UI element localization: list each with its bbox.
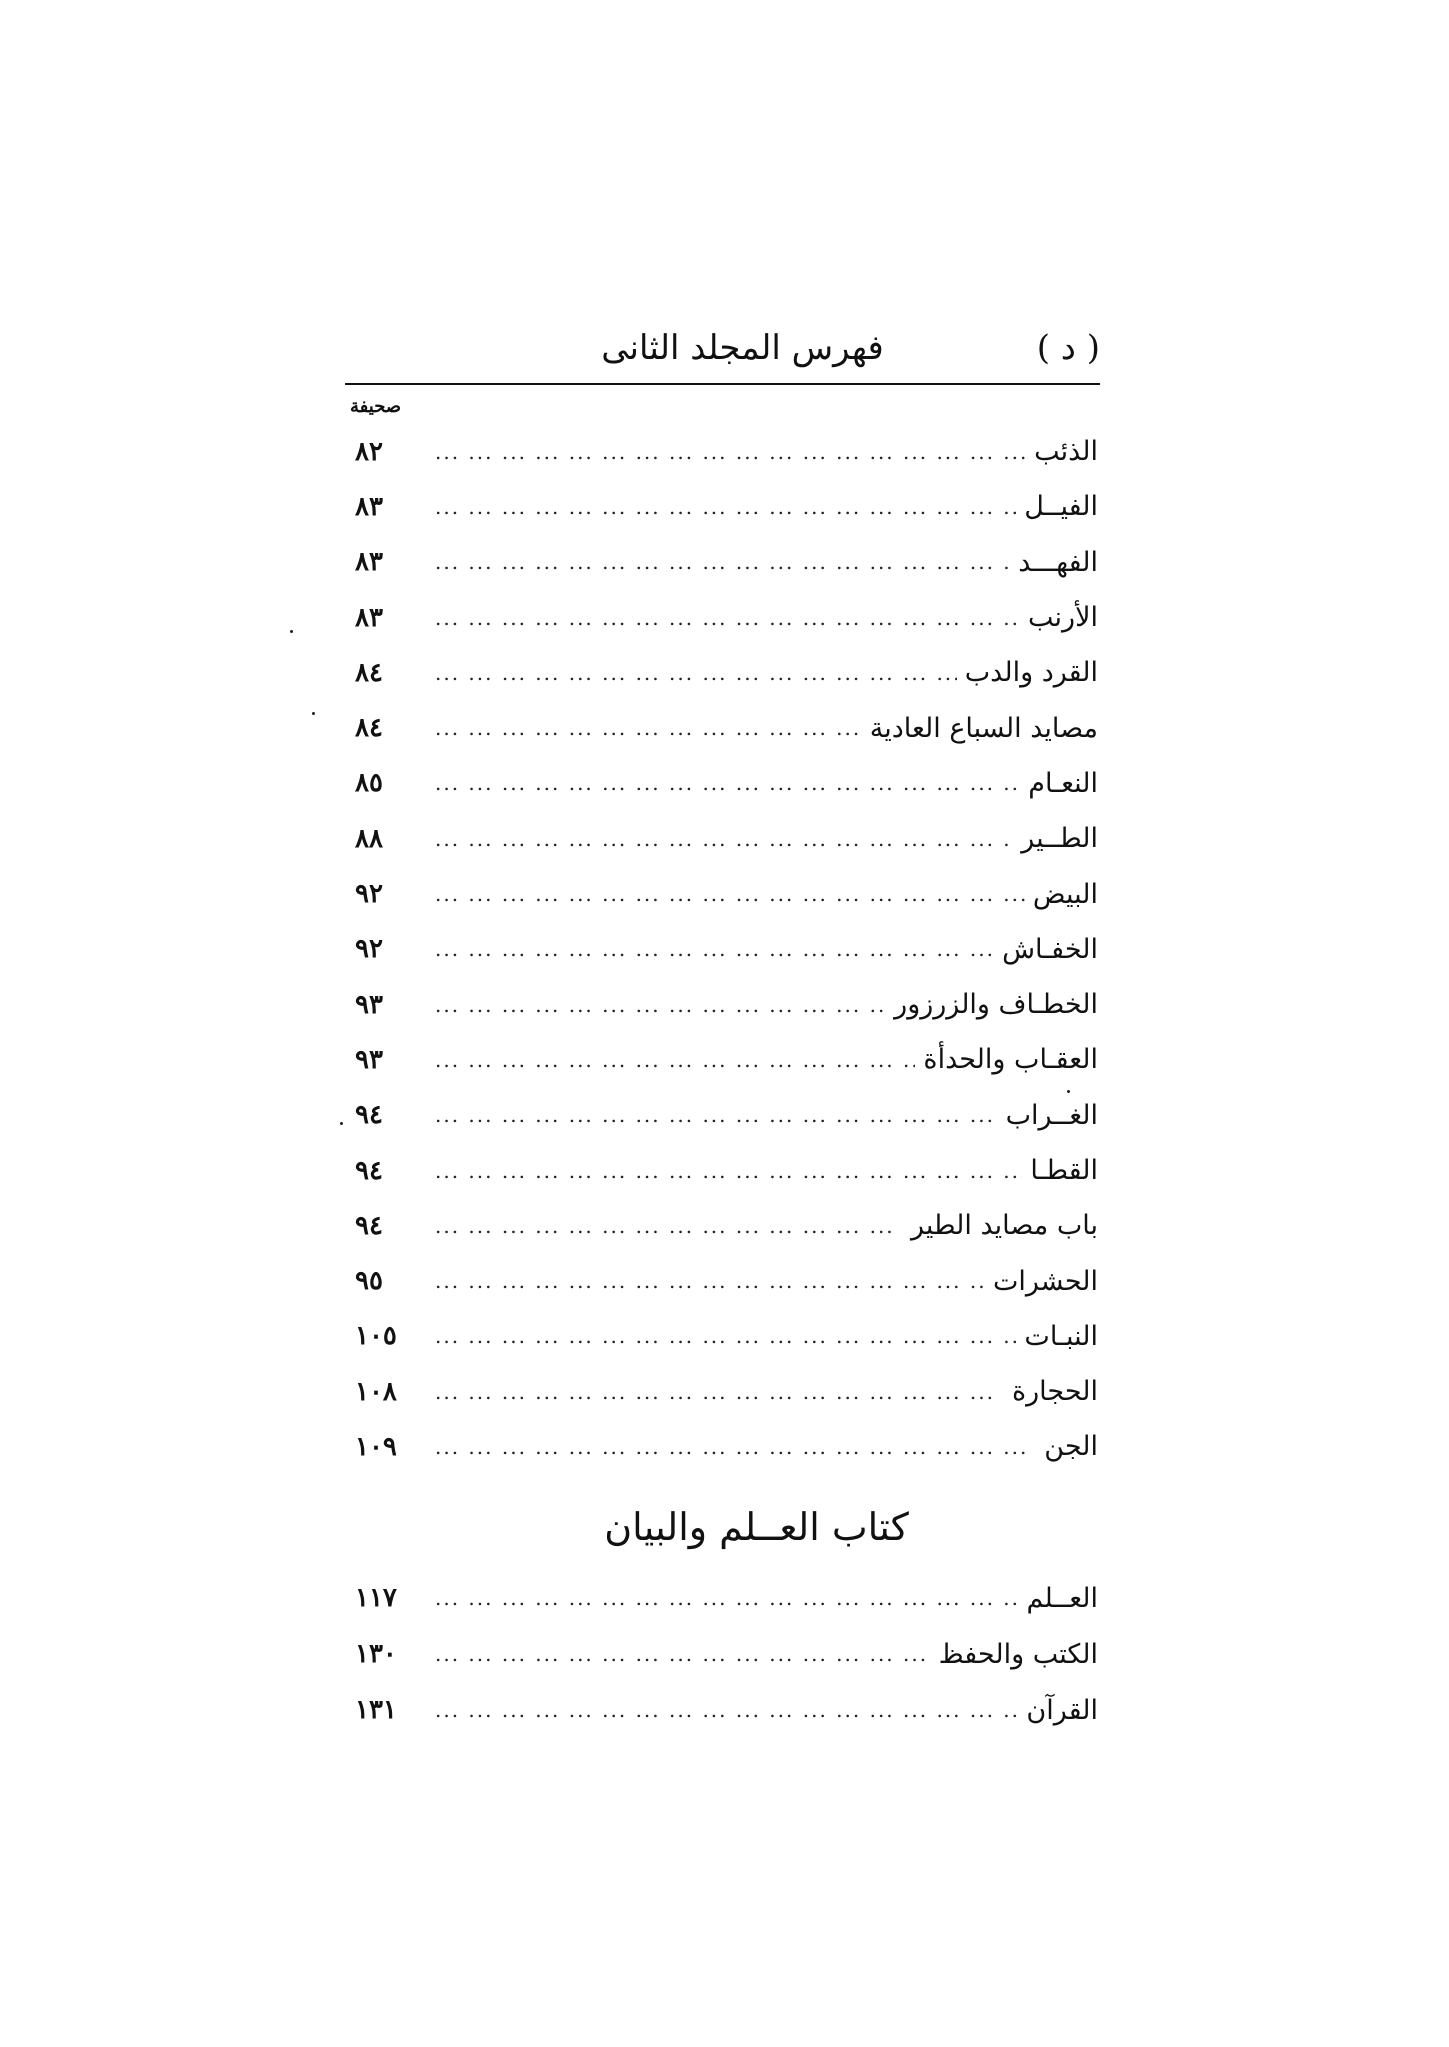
toc-entry bbox=[355, 1570, 1098, 1626]
toc-entry-page: ٨٣ bbox=[355, 547, 383, 578]
running-title: فهرس المجلد الثانى bbox=[601, 328, 884, 368]
toc-entry-page: ١٠٥ bbox=[355, 1321, 397, 1352]
toc-entry-page: ٨٥ bbox=[355, 768, 383, 799]
section-heading: كتاب العــلم والبيان bbox=[604, 1505, 909, 1549]
page-number: ( د ) bbox=[1036, 328, 1100, 368]
toc-entry bbox=[355, 922, 1098, 977]
toc-entry-title: مصايد السباع العادية bbox=[869, 712, 1098, 744]
toc-leader-dots bbox=[425, 937, 994, 961]
toc-leader-dots bbox=[425, 1324, 1016, 1348]
toc-leader-dots bbox=[425, 1586, 1019, 1610]
toc-entry-title: الأرنب bbox=[1028, 602, 1098, 634]
toc-entry bbox=[355, 1626, 1098, 1682]
toc-entry bbox=[355, 1364, 1098, 1419]
toc-entry-page: ٨٤ bbox=[355, 713, 383, 744]
toc-entry-page: ٨٣ bbox=[355, 602, 383, 633]
toc-entry-title: النبـات bbox=[1024, 1320, 1098, 1352]
toc-leader-dots bbox=[425, 495, 1016, 519]
toc-leader-dots bbox=[425, 1214, 903, 1238]
toc-entry-page: ١٠٩ bbox=[355, 1431, 397, 1462]
toc-entry-title: الذئب bbox=[1034, 436, 1098, 468]
toc-leader-dots bbox=[425, 1048, 915, 1072]
toc-entry-page: ١٠٨ bbox=[355, 1376, 397, 1407]
toc-entry bbox=[355, 1143, 1098, 1198]
toc-entry-page: ٨٢ bbox=[355, 436, 383, 467]
toc-entry-page: ١٣١ bbox=[355, 1695, 397, 1725]
toc-entry-title: العقـاب والحدأة bbox=[923, 1044, 1098, 1076]
toc-entry bbox=[355, 811, 1098, 866]
toc-leader-dots bbox=[425, 661, 957, 685]
toc-entry bbox=[355, 700, 1098, 755]
toc-entry bbox=[355, 590, 1098, 645]
toc-entry bbox=[355, 1682, 1098, 1738]
toc-entry-title: باب مصايد الطير bbox=[910, 1210, 1098, 1242]
toc-entry-title: النعـام bbox=[1028, 767, 1098, 799]
toc-leader-dots bbox=[425, 993, 886, 1017]
toc-leader-dots bbox=[425, 1435, 1036, 1459]
toc-entry-title: الفهـــد bbox=[1018, 546, 1098, 578]
toc-entry-title: العــلم bbox=[1026, 1582, 1098, 1614]
scan-speck bbox=[340, 1122, 343, 1125]
scan-speck bbox=[312, 712, 315, 715]
toc-entry-title: الخفـاش bbox=[1002, 933, 1098, 965]
toc-entry bbox=[355, 756, 1098, 811]
toc-entry-title: القرد والدب bbox=[964, 657, 1098, 689]
toc-leader-dots bbox=[425, 1642, 931, 1666]
toc-entry bbox=[355, 1309, 1098, 1364]
toc-entry-title: الكتب والحفظ bbox=[938, 1638, 1098, 1670]
toc-entry-title: القرآن bbox=[1026, 1694, 1098, 1726]
toc-leader-dots bbox=[425, 827, 1013, 851]
toc-entry-title: الحشرات bbox=[992, 1265, 1098, 1297]
toc-entry bbox=[355, 1419, 1098, 1474]
toc-leader-dots bbox=[425, 440, 1026, 464]
toc-entry bbox=[355, 1198, 1098, 1253]
scan-speck bbox=[1067, 1090, 1070, 1093]
toc-leader-dots bbox=[425, 1269, 985, 1293]
header-rule bbox=[345, 383, 1100, 385]
toc-entry bbox=[355, 535, 1098, 590]
toc-entry-page: ١١٧ bbox=[355, 1583, 397, 1613]
toc-entry-title: الجن bbox=[1044, 1431, 1098, 1463]
toc-leader-dots bbox=[425, 1103, 998, 1127]
toc-list-knowledge bbox=[355, 1570, 1098, 1738]
toc-entry-page: ٨٨ bbox=[355, 823, 383, 854]
toc-entry-title: الخطـاف والزرزور bbox=[894, 989, 1098, 1021]
toc-leader-dots bbox=[425, 716, 862, 740]
toc-entry bbox=[355, 1253, 1098, 1308]
scan-speck bbox=[290, 630, 293, 633]
toc-entry-page: ٩٤ bbox=[355, 1210, 383, 1241]
toc-entry-page: ٩٣ bbox=[355, 989, 383, 1020]
toc-entry bbox=[355, 866, 1098, 921]
toc-entry-page: ٨٤ bbox=[355, 657, 383, 688]
toc-leader-dots bbox=[425, 606, 1020, 630]
toc-leader-dots bbox=[425, 771, 1020, 795]
toc-leader-dots bbox=[425, 1698, 1018, 1722]
toc-entry-page: ٩٤ bbox=[355, 1100, 383, 1131]
toc-list-animals bbox=[355, 424, 1098, 1475]
toc-leader-dots bbox=[425, 550, 1010, 574]
toc-entry-page: ٩٥ bbox=[355, 1266, 383, 1297]
toc-leader-dots bbox=[425, 1380, 1004, 1404]
toc-entry-page: ٩٢ bbox=[355, 879, 383, 910]
toc-entry-title: الغــراب bbox=[1005, 1099, 1098, 1131]
toc-entry-page: ٩٣ bbox=[355, 1044, 383, 1075]
toc-entry-title: الحجارة bbox=[1012, 1376, 1098, 1408]
toc-entry bbox=[355, 977, 1098, 1032]
toc-entry-page: ٩٤ bbox=[355, 1155, 383, 1186]
toc-entry bbox=[355, 1032, 1098, 1087]
toc-entry bbox=[355, 479, 1098, 534]
toc-entry-title: القطـا bbox=[1030, 1155, 1098, 1186]
toc-leader-dots bbox=[425, 882, 1025, 906]
toc-leader-dots bbox=[425, 1159, 1022, 1183]
toc-entry-title: البيض bbox=[1032, 878, 1098, 910]
toc-entry-title: الطــير bbox=[1021, 823, 1098, 855]
toc-entry bbox=[355, 1088, 1098, 1143]
page-column-label: صحيفة bbox=[350, 396, 402, 417]
page-header bbox=[345, 318, 1100, 378]
toc-entry-page: ٩٢ bbox=[355, 934, 383, 965]
toc-entry-page: ٨٣ bbox=[355, 491, 383, 522]
toc-entry bbox=[355, 645, 1098, 700]
toc-entry bbox=[355, 424, 1098, 479]
toc-entry-page: ١٣٠ bbox=[355, 1639, 397, 1669]
toc-entry-title: الفيــل bbox=[1024, 491, 1098, 523]
